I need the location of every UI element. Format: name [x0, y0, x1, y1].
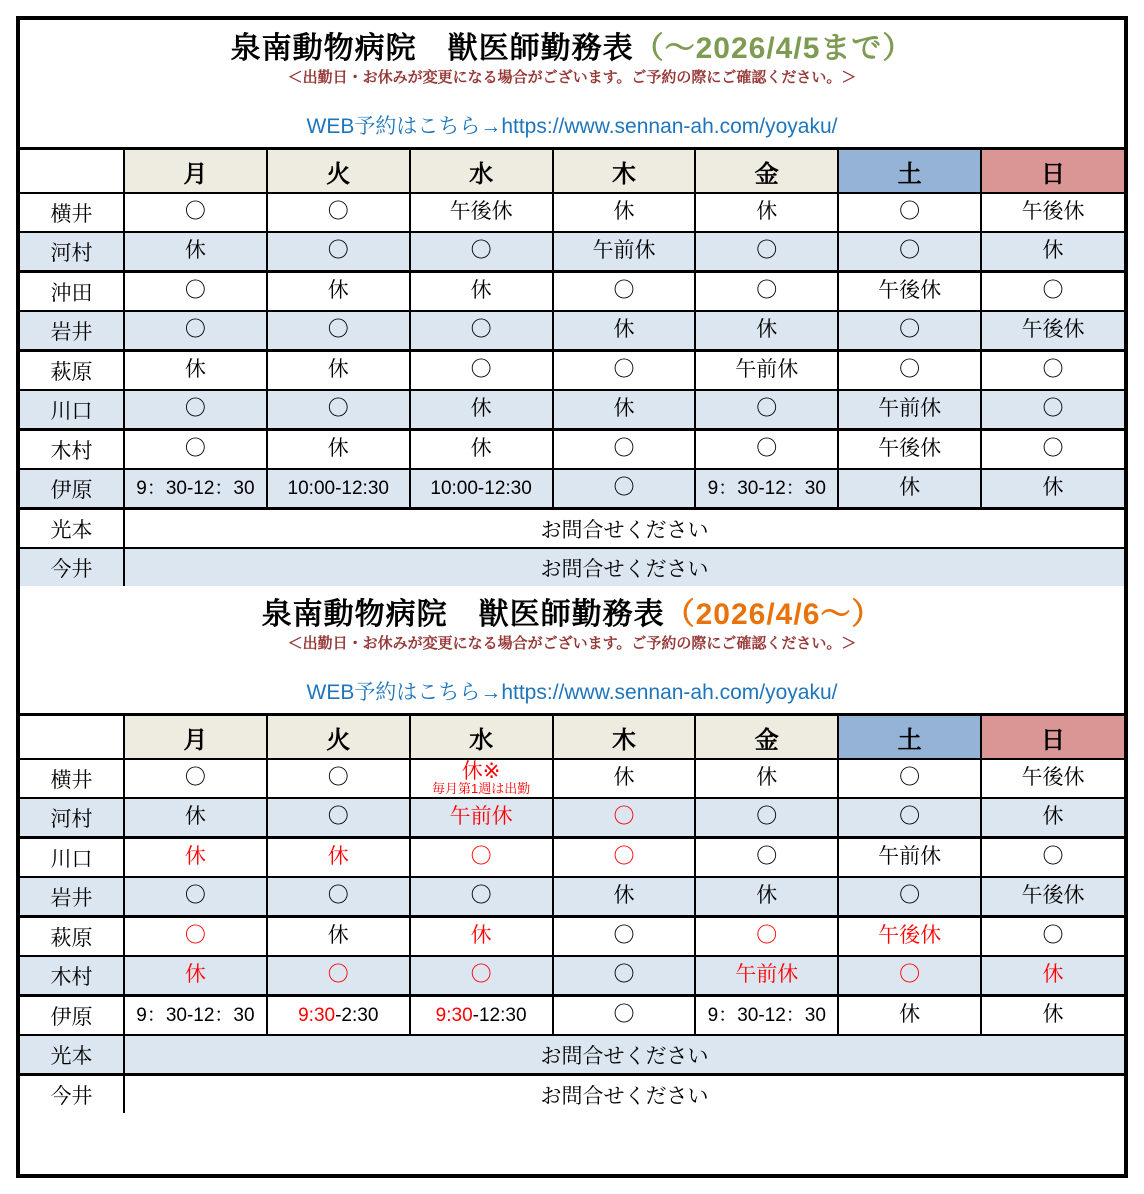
schedule-cell: 〇 [124, 390, 267, 430]
schedule-cell: 〇 [981, 390, 1124, 430]
schedule-cell: 〇 [981, 430, 1124, 470]
schedule-cell: 午前休 [838, 390, 981, 430]
schedule-cell: 〇 [267, 877, 410, 917]
schedule-cell: 〇 [981, 351, 1124, 391]
schedule-cell: 〇 [410, 232, 553, 272]
schedule-cell: 休 [267, 917, 410, 957]
schedule-cell: 9:30-12:30 [410, 996, 553, 1036]
staff-row [20, 390, 1124, 430]
schedule-cell: 〇 [553, 956, 696, 996]
staff-name: 河村 [20, 232, 124, 272]
schedule-cell: 〇 [410, 351, 553, 391]
staff-name: 光本 [20, 1035, 124, 1075]
schedule-cell: 休 [124, 351, 267, 391]
web-reservation-row [20, 110, 1124, 140]
schedule-cell: 〇 [838, 877, 981, 917]
schedule-cell: 休 [695, 193, 838, 232]
staff-name: 横井 [20, 759, 124, 798]
schedule-cell: 〇 [553, 838, 696, 878]
staff-name: 今井 [20, 1075, 124, 1114]
schedule-cell: 午後休 [981, 759, 1124, 798]
staff-name: 木村 [20, 430, 124, 470]
day-header-5: 金 [695, 150, 838, 193]
corner-cell [20, 716, 124, 759]
staff-row [20, 877, 1124, 917]
schedule-cell: 〇 [410, 877, 553, 917]
schedule-cell: 休 [553, 311, 696, 351]
schedule-cell: 9：30-12：30 [124, 996, 267, 1036]
schedule-cell: 休 [410, 272, 553, 312]
schedule-cell: 午後休 [410, 193, 553, 232]
day-header-2: 火 [267, 150, 410, 193]
corner-cell [20, 150, 124, 193]
staff-row [20, 232, 1124, 272]
schedule-cell: 〇 [267, 390, 410, 430]
schedule-cell: 〇 [267, 193, 410, 232]
staff-name: 沖田 [20, 272, 124, 312]
schedule-cell: 午前休 [553, 232, 696, 272]
day-header-7: 日 [981, 716, 1124, 759]
hospital-name: 泉南動物病院 獣医師勤務表 [261, 598, 665, 631]
schedule-cell: 休 [553, 759, 696, 798]
schedule-cell: 休 [981, 232, 1124, 272]
schedule-cell: 〇 [410, 956, 553, 996]
schedule-table-upcoming [20, 716, 1124, 1113]
schedule-cell: 〇 [553, 917, 696, 957]
schedule-disclaimer: ＜出勤日・お休みが変更になる場合がございます。ご予約の際にご確認ください。＞ [287, 634, 857, 652]
schedule-cell: 〇 [124, 430, 267, 470]
schedule-cell: 休 [838, 469, 981, 509]
title-date-range-current: （～2026/4/5まで） [633, 32, 914, 65]
schedule-cell: 休 [267, 430, 410, 470]
schedule-cell: 午後休 [838, 430, 981, 470]
schedule-cell: 午後休 [981, 311, 1124, 351]
staff-row [20, 798, 1124, 838]
staff-row [20, 759, 1124, 798]
schedule-cell: 〇 [695, 232, 838, 272]
contact-us-cell: お問合せください [124, 509, 1124, 549]
schedule-cell: 〇 [838, 311, 981, 351]
schedule-header-current [20, 20, 1124, 150]
schedule-cell: 〇 [410, 838, 553, 878]
staff-name: 伊原 [20, 996, 124, 1036]
schedule-cell: 10:00-12:30 [410, 469, 553, 509]
schedule-cell: 休 [695, 759, 838, 798]
schedule-cell: 〇 [124, 272, 267, 312]
schedule-cell: 〇 [838, 798, 981, 838]
schedule-cell: 休 [267, 838, 410, 878]
schedule-cell: 〇 [124, 759, 267, 798]
schedule-cell: 〇 [838, 956, 981, 996]
schedule-cell: 午後休 [981, 193, 1124, 232]
staff-row [20, 311, 1124, 351]
schedule-table-current [20, 150, 1124, 586]
schedule-cell: 〇 [981, 272, 1124, 312]
schedule-cell: 休 [695, 311, 838, 351]
schedule-cell: 〇 [695, 917, 838, 957]
schedule-cell: 〇 [410, 311, 553, 351]
schedule-cell: 午前休 [838, 838, 981, 878]
staff-name: 岩井 [20, 311, 124, 351]
schedule-cell: 休 [410, 430, 553, 470]
day-header-3: 水 [410, 150, 553, 193]
schedule-cell: 〇 [981, 917, 1124, 957]
schedule-cell: 午前休 [695, 351, 838, 391]
schedule-cell: 休 [124, 232, 267, 272]
staff-row [20, 430, 1124, 470]
day-header-6: 土 [838, 150, 981, 193]
schedule-cell: 〇 [124, 311, 267, 351]
staff-name: 伊原 [20, 469, 124, 509]
staff-name: 川口 [20, 838, 124, 878]
schedule-cell: 〇 [553, 798, 696, 838]
schedule-cell: 9：30-12：30 [695, 469, 838, 509]
schedule-cell: 9：30-12：30 [124, 469, 267, 509]
hospital-name: 泉南動物病院 獣医師勤務表 [230, 32, 634, 65]
schedule-cell: 〇 [124, 877, 267, 917]
schedule-cell: 〇 [981, 838, 1124, 878]
schedule-cell: 午後休 [838, 917, 981, 957]
day-header-4: 木 [553, 150, 696, 193]
schedule-cell: 〇 [838, 351, 981, 391]
staff-row [20, 996, 1124, 1036]
day-header-3: 水 [410, 716, 553, 759]
schedule-cell: 午前休 [695, 956, 838, 996]
page-title-current [20, 32, 1124, 67]
staff-row [20, 193, 1124, 232]
schedule-sheet [16, 16, 1128, 1178]
schedule-cell: 〇 [695, 390, 838, 430]
staff-name: 岩井 [20, 877, 124, 917]
schedule-cell: 休 [124, 798, 267, 838]
staff-row [20, 469, 1124, 509]
staff-name: 今井 [20, 548, 124, 586]
schedule-cell: 〇 [267, 311, 410, 351]
schedule-cell: 〇 [553, 272, 696, 312]
staff-name: 萩原 [20, 917, 124, 957]
title-date-range-upcoming: （2026/4/6～） [664, 598, 883, 631]
staff-row [20, 272, 1124, 312]
day-header-row [20, 716, 1124, 759]
schedule-cell: 〇 [695, 798, 838, 838]
staff-row [20, 548, 1124, 586]
staff-name: 横井 [20, 193, 124, 232]
schedule-cell: 〇 [267, 759, 410, 798]
day-header-1: 月 [124, 716, 267, 759]
schedule-cell: 休 [695, 877, 838, 917]
schedule-cell: 午後休 [838, 272, 981, 312]
schedule-cell: 休 [410, 390, 553, 430]
schedule-cell: 〇 [124, 917, 267, 957]
schedule-cell: 休 [981, 956, 1124, 996]
schedule-cell: 〇 [695, 838, 838, 878]
schedule-cell: 〇 [124, 193, 267, 232]
schedule-cell: 休 [553, 877, 696, 917]
day-header-4: 木 [553, 716, 696, 759]
staff-row [20, 1035, 1124, 1075]
schedule-cell: 〇 [838, 759, 981, 798]
staff-row [20, 351, 1124, 391]
day-header-2: 火 [267, 716, 410, 759]
day-header-5: 金 [695, 716, 838, 759]
schedule-cell: 9：30-12：30 [695, 996, 838, 1036]
schedule-cell: 休 [553, 193, 696, 232]
schedule-cell: 休 [124, 956, 267, 996]
schedule-cell: 〇 [695, 272, 838, 312]
staff-row [20, 838, 1124, 878]
contact-us-cell: お問合せください [124, 548, 1124, 586]
schedule-cell: 休 [267, 272, 410, 312]
schedule-cell: 〇 [267, 232, 410, 272]
staff-name: 萩原 [20, 351, 124, 391]
day-header-1: 月 [124, 150, 267, 193]
schedule-table-body-current [20, 150, 1124, 586]
web-reservation-link[interactable]: WEB予約はこちら→https://www.sennan-ah.com/yoyaku/ [306, 114, 838, 138]
schedule-cell: 〇 [553, 351, 696, 391]
schedule-cell: 〇 [695, 430, 838, 470]
day-header-row [20, 150, 1124, 193]
staff-name: 木村 [20, 956, 124, 996]
schedule-cell: 〇 [267, 956, 410, 996]
web-reservation-link[interactable]: WEB予約はこちら→https://www.sennan-ah.com/yoyaku/ [306, 680, 838, 704]
page-title-upcoming [20, 598, 1124, 633]
schedule-cell: 休 [553, 390, 696, 430]
schedule-cell-note: 毎月第1週は出勤 [431, 781, 531, 797]
contact-us-cell: お問合せください [124, 1075, 1124, 1114]
schedule-cell: 休 [267, 351, 410, 391]
schedule-cell: 〇 [553, 430, 696, 470]
contact-us-cell: お問合せください [124, 1035, 1124, 1075]
web-reservation-row [20, 676, 1124, 706]
schedule-cell: 休※ 毎月第1週は出勤 [410, 759, 553, 798]
staff-name: 川口 [20, 390, 124, 430]
schedule-cell: 休 [410, 917, 553, 957]
staff-name: 光本 [20, 509, 124, 549]
schedule-cell: 〇 [553, 996, 696, 1036]
schedule-cell: 〇 [838, 193, 981, 232]
schedule-cell: 休 [981, 996, 1124, 1036]
schedule-cell: 午前休 [410, 798, 553, 838]
schedule-cell: 〇 [553, 469, 696, 509]
schedule-cell: 午後休 [981, 877, 1124, 917]
schedule-cell: 10:00-12:30 [267, 469, 410, 509]
schedule-disclaimer: ＜出勤日・お休みが変更になる場合がございます。ご予約の際にご確認ください。＞ [287, 68, 857, 86]
schedule-cell: 休 [124, 838, 267, 878]
day-header-7: 日 [981, 150, 1124, 193]
schedule-table-body-upcoming [20, 716, 1124, 1113]
staff-row [20, 956, 1124, 996]
staff-row [20, 917, 1124, 957]
schedule-cell: 休 [981, 469, 1124, 509]
schedule-cell: 休 [981, 798, 1124, 838]
staff-row [20, 1075, 1124, 1114]
staff-row [20, 509, 1124, 549]
schedule-header-upcoming [20, 586, 1124, 716]
staff-name: 河村 [20, 798, 124, 838]
schedule-cell: 〇 [267, 798, 410, 838]
schedule-cell: 9:30-2:30 [267, 996, 410, 1036]
day-header-6: 土 [838, 716, 981, 759]
schedule-cell: 〇 [838, 232, 981, 272]
schedule-cell: 休 [838, 996, 981, 1036]
